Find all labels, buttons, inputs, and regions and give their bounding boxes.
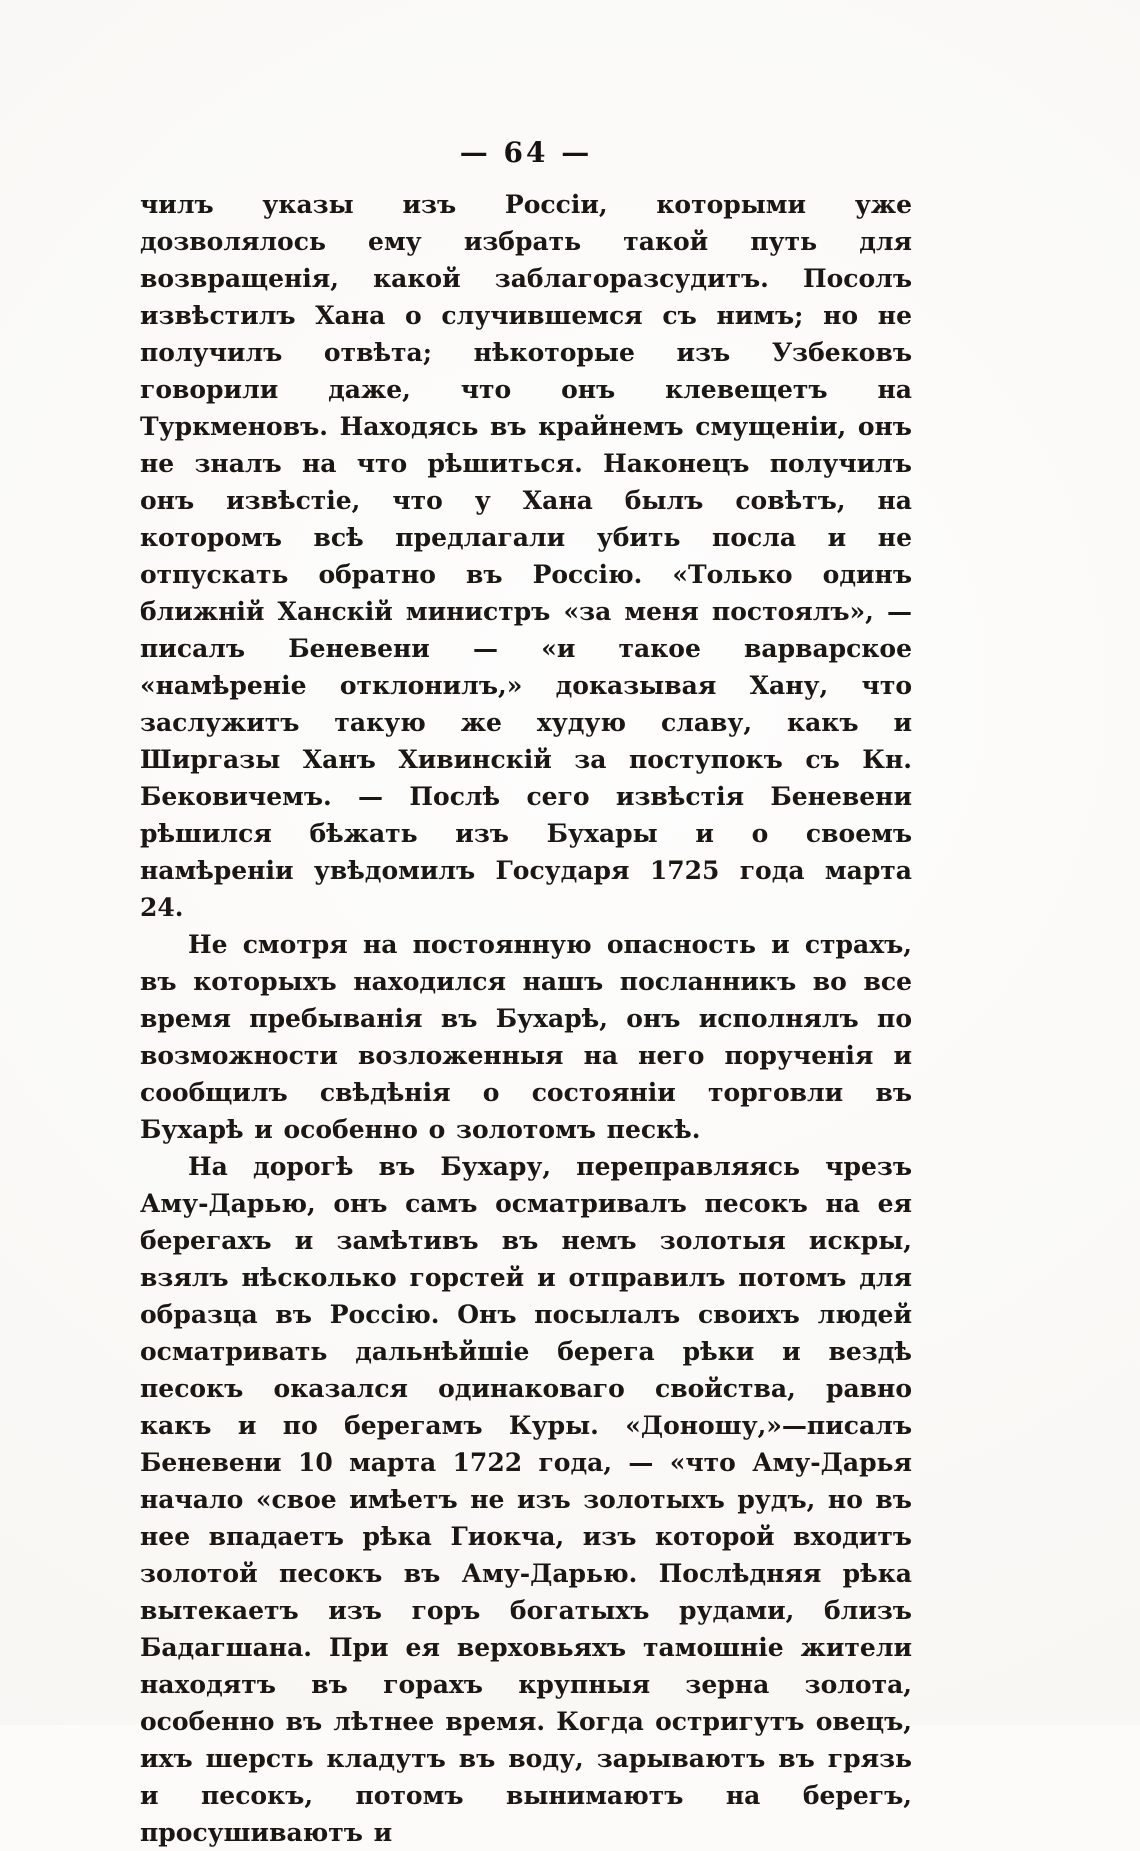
paragraph: На дорогѣ въ Бухару, переправляясь чрезъ Аму-Дарью, онъ самъ осматривалъ песокъ на ея берегахъ и замѣтивъ въ немъ золотыя искры, взялъ нѣсколько горстей и отправилъ потомъ для образца въ Россію. Онъ посылалъ своихъ людей осматривать дальнѣйшіе берега рѣки и вездѣ песокъ оказался одинаковаго свойства, равно какъ и по берегамъ Куры. «Доношу,»—писалъ Беневени 10 марта 1722 года, — «что Аму-Дарья начало «свое имѣетъ не изъ золотыхъ рудъ, но въ нее впадаетъ рѣка Гиокча, изъ которой входитъ золотой песокъ въ Аму-Дарью. Послѣдняя рѣка вытекаетъ изъ горъ богатыхъ рудами, близъ Бадагшана. При ея верховьяхъ тамошніе жители находятъ въ горахъ крупныя зерна золота, особенно въ лѣтнее время. Когда остригутъ овецъ, ихъ шерсть кладутъ въ воду, зарываютъ въ грязь и песокъ, потомъ вынимаютъ на берегъ, просушиваютъ и <box>140 1152 912 1847</box>
paragraph: чилъ указы изъ Россіи, которыми уже дозволялось ему избрать такой путь для возвращенія, какой заблагоразсудитъ. Посолъ извѣстилъ Хана о случившемся съ нимъ; но не получилъ отвѣта; нѣкоторые изъ Узбековъ говорили даже, что онъ клевещетъ на Туркменовъ. Находясь въ крайнемъ смущеніи, онъ не зналъ на что рѣшиться. Наконецъ получилъ онъ извѣстіе, что у Хана былъ совѣтъ, на которомъ всѣ предлагали убить посла и не отпускать обратно въ Россію. «Только одинъ ближній Ханскій министръ «за меня постоялъ», — писалъ Беневени — «и такое варварское «намѣреніе отклонилъ,» доказывая Хану, что заслужитъ такую же худую славу, какъ и Ширгазы Ханъ Хивинскій за поступокъ съ Кн. Бековичемъ. — Послѣ сего извѣстія Беневени рѣшился бѣжать изъ Бухары и о своемъ намѣреніи увѣдомилъ Государя 1725 года марта 24. <box>140 190 912 922</box>
page-number: — 64 — <box>459 136 593 169</box>
page-text-block <box>140 186 912 1851</box>
paragraph: Не смотря на постоянную опасность и страхъ, въ которыхъ находился нашъ посланникъ во все время пребыванія въ Бухарѣ, онъ исполнялъ по возможности возложенныя на него порученія и сообщилъ свѣдѣнія о состояніи торговли въ Бухарѣ и особенно о золотомъ пескѣ. <box>140 930 912 1144</box>
